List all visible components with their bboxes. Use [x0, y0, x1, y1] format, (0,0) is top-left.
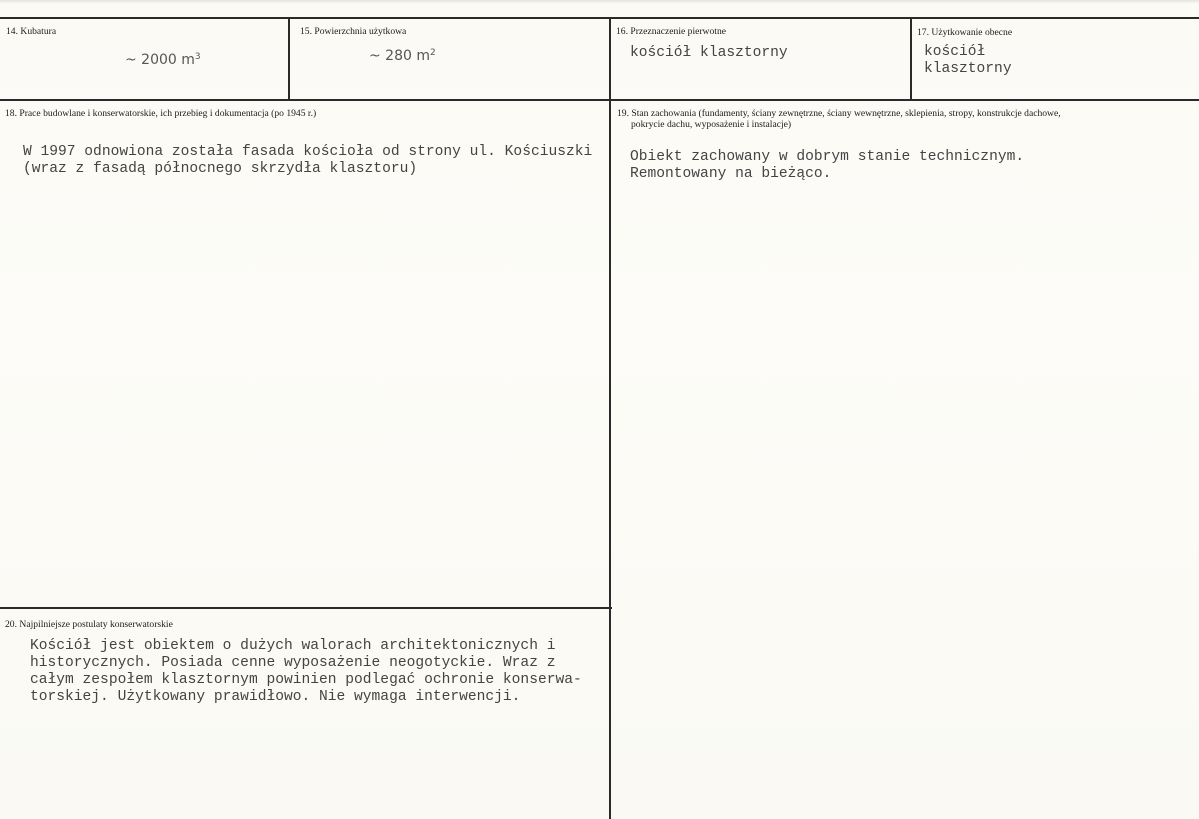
field-14-value-text: ~ 2000 m [125, 52, 195, 68]
field-19-label-line2: pokrycie dachu, wyposażenie i instalacje) [631, 119, 792, 130]
field-19-line-2: Remontowany na bieżąco. [630, 166, 832, 182]
field-14-value-sup: 3 [194, 52, 201, 62]
field-15-powierzchnia [290, 19, 609, 99]
field-14-label: 14. Kubatura [6, 26, 57, 37]
field-18-prace-budowlane [0, 101, 609, 607]
field-20-postulaty [0, 609, 609, 819]
field-15-value-text: ~ 280 m [369, 48, 430, 64]
field-19-label-line1: 19. Stan zachowania (fundamenty, ściany zewnętrzne, ściany wewnętrzne, sklepienia, stropy, konstrukcje dachowe, [617, 108, 1061, 119]
field-17-label: 17. Użytkowanie obecne [917, 27, 1013, 38]
field-19-stan-zachowania [611, 101, 1199, 819]
field-14-value [125, 52, 201, 68]
field-18-line-2: (wraz z fasadą północnego skrzydła klasztoru) [23, 161, 418, 177]
field-20-label: 20. Najpilniejsze postulaty konserwatorskie [5, 619, 173, 630]
field-18-label: 18. Prace budowlane i konserwatorskie, ich przebieg i dokumentacja (po 1945 r.) [5, 108, 317, 119]
field-16-przeznaczenie [611, 19, 910, 99]
field-15-label: 15. Powierzchnia użytkowa [300, 26, 407, 37]
field-18-line-1: W 1997 odnowiona została fasada kościoła od strony ul. Kościuszki [23, 144, 593, 160]
field-20-line-3: całym zespołem klasztornym powinien podlegać ochronie konserwa- [30, 672, 582, 688]
field-15-value-sup: 2 [430, 48, 436, 58]
field-14-kubatura [0, 19, 288, 99]
field-17-value-line1: kościół [924, 44, 986, 60]
field-17-uzytkowanie [912, 19, 1199, 99]
page-top-edge [0, 0, 1199, 4]
field-19-line-1: Obiekt zachowany w dobrym stanie technicznym. [630, 149, 1025, 165]
field-20-line-1: Kościół jest obiektem o dużych walorach architektonicznych i [30, 638, 556, 654]
field-20-line-4: torskiej. Użytkowany prawidłowo. Nie wymaga interwencji. [30, 689, 521, 705]
field-16-label: 16. Przeznaczenie pierwotne [616, 26, 727, 37]
field-20-line-2: historycznych. Posiada cenne wyposażenie neogotyckie. Wraz z [30, 655, 556, 671]
field-16-value: kościół klasztorny [630, 45, 788, 61]
field-15-value [369, 48, 436, 64]
field-17-value-line2: klasztorny [924, 61, 1012, 77]
